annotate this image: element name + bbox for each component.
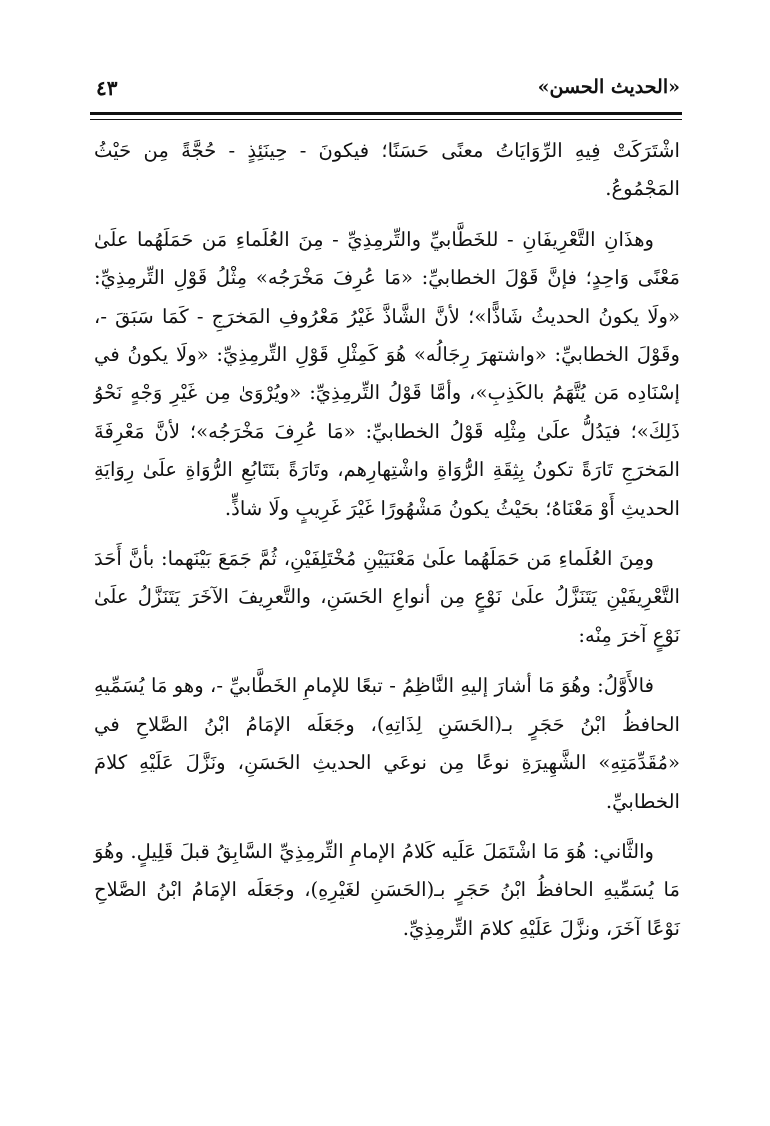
page-body xyxy=(94,132,680,960)
paragraph-4: فالأَوَّلُ: وهُوَ مَا أشارَ إليهِ النَّاظِمُ - تبعًا للإمامِ الخَطَّابيِّ -، وهو مَا يُسَمِّيهِ الحافظُ ابْنُ حَجَرٍ بـ(الحَسَنِ لِذَاتِهِ)، وجَعَلَه الإمَامُ ابْنُ الصَّلاحِ في «مُقَدِّمَتِهِ» الشَّهِيرَةِ نوعًا مِن نوعَي الحديثِ الحَسَنِ، ونَزَّلَ عَلَيْهِ كلامَ الخطابيِّ. xyxy=(94,674,680,813)
page-number: ٤٣ xyxy=(96,76,118,100)
header-rule-thin xyxy=(90,119,682,120)
header-rule-thick xyxy=(90,112,682,115)
page-header xyxy=(96,70,680,110)
running-title: «الحديث الحسن» xyxy=(537,76,680,98)
paragraph-2: وهذَانِ التَّعْرِيفَانِ - للخَطَّابيِّ والتِّرمِذِيِّ - مِنَ العُلَماءِ مَن حَمَلَهُما علَىٰ مَعْنًى وَاحِدٍ؛ فإنَّ قَوْلَ الخطابيِّ: «مَا عُرِفَ مَخْرَجُه» مِثْلُ قَوْلِ التِّرمِذِيِّ: «ولَا يكونُ الحديثُ شَاذًّا»؛ لأنَّ الشَّاذَّ غَيْرُ مَعْرُوفِ المَخرَجِ - كَمَا سَبَقَ -، وقَوْلَ الخطابيِّ: «واشتهرَ رِجَالُه» هُوَ كَمِثْلِ قَوْلِ التِّرمِذِيِّ: «ولَا يكونُ في إسْنَادِه مَن يُتَّهَمُ بالكَذِبِ»، وأمَّا قَوْلُ التِّرمِذِيِّ: «ويُرْوَىٰ مِن غَيْرِ وَجْهٍ نَحْوُ ذَلِكَ»؛ فيَدُلُّ علَىٰ مِثْلِه قَوْلُ الخطابيِّ: «مَا عُرِفَ مَخْرَجُه»؛ لأنَّ مَعْرِفَةَ المَخرَجِ تَارَةً تكونُ بِثِقَةِ الرُّوَاةِ واشْتِهارِهم، وتَارَةً بتَتَابُعِ الرُّوَاةِ علَىٰ رِوَايَةِ الحديثِ أَوْ مَعْنَاهُ؛ بحَيْثُ يكونُ مَشْهُورًا غَيْرَ غَرِيبٍ ولَا شاذٍّ. xyxy=(94,227,680,520)
paragraph-1: اشْتَرَكَتْ فِيهِ الرِّوَايَاتُ معنًى حَسَنًا؛ فيكونَ - حِينَئِذٍ - حُجَّةً مِن حَيْثُ المَجْمُوعُ. xyxy=(94,139,680,201)
paragraph-5: والثَّاني: هُوَ مَا اشْتَمَلَ عَلَيه كَلامُ الإمامِ التِّرمِذِيِّ السَّابِقُ قبلَ قَلِيلٍ. وهُوَ مَا يُسَمِّيهِ الحافظُ ابْنُ حَجَرٍ بـ(الحَسَنِ لغَيْرِهِ)، وجَعَلَه الإمَامُ ابْنُ الصَّلاحِ نَوْعًا آخَرَ، ونزَّلَ عَلَيْهِ كلامَ التِّرمِذِيِّ. xyxy=(94,839,680,940)
paragraph-3: ومِنَ العُلَماءِ مَن حَمَلَهُما علَىٰ مَعْنَيَيْنِ مُخْتَلِفَيْنِ، ثُمَّ جَمَعَ بَيْنَهما: بأنَّ أَحَدَ التَّعْرِيفَيْنِ يَتَنَزَّلُ علَىٰ نَوْعٍ مِن أنواعِ الحَسَنِ، والتَّعرِيفَ الآخَرَ يَتَنَزَّلُ علَىٰ نَوْعٍ آخرَ مِنْه: xyxy=(94,547,680,647)
